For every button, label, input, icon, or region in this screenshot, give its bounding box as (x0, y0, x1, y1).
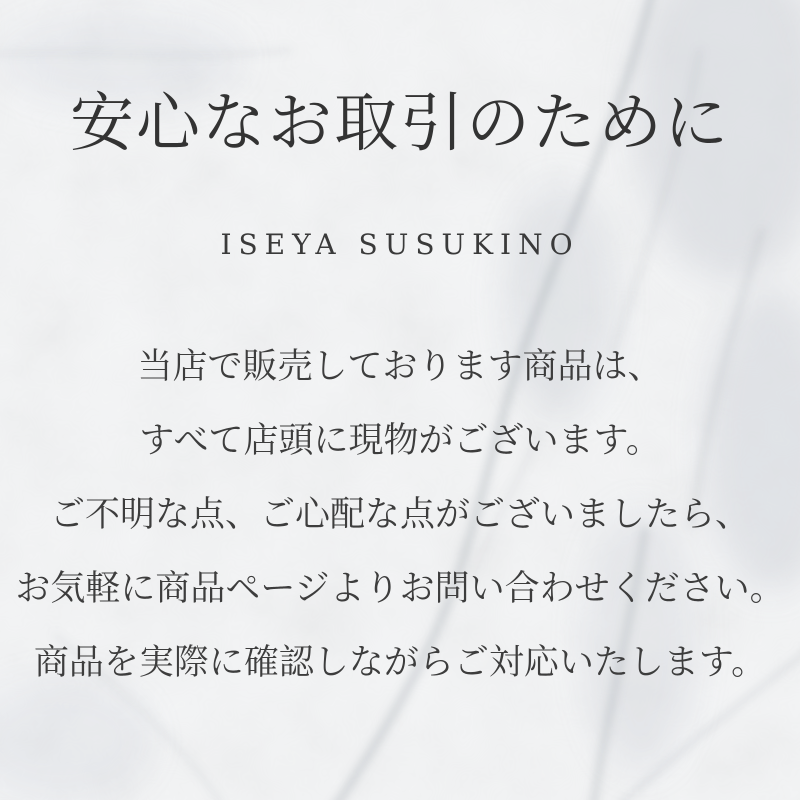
body-text-block (0, 330, 800, 700)
body-line: すべて店頭に現物がございます。 (139, 421, 661, 461)
brand-name: ISEYA SUSUKINO (220, 228, 580, 261)
body-line: ご不明な点、ご心配な点がございましたら、 (49, 495, 750, 535)
body-line: 当店で販売しております商品は、 (137, 347, 663, 387)
banner-title: 安心なお取引のために (70, 87, 730, 161)
body-line: お気軽に商品ページよりお問い合わせください。 (15, 569, 785, 609)
body-line: 商品を実際に確認しながらご対応いたします。 (33, 643, 767, 683)
